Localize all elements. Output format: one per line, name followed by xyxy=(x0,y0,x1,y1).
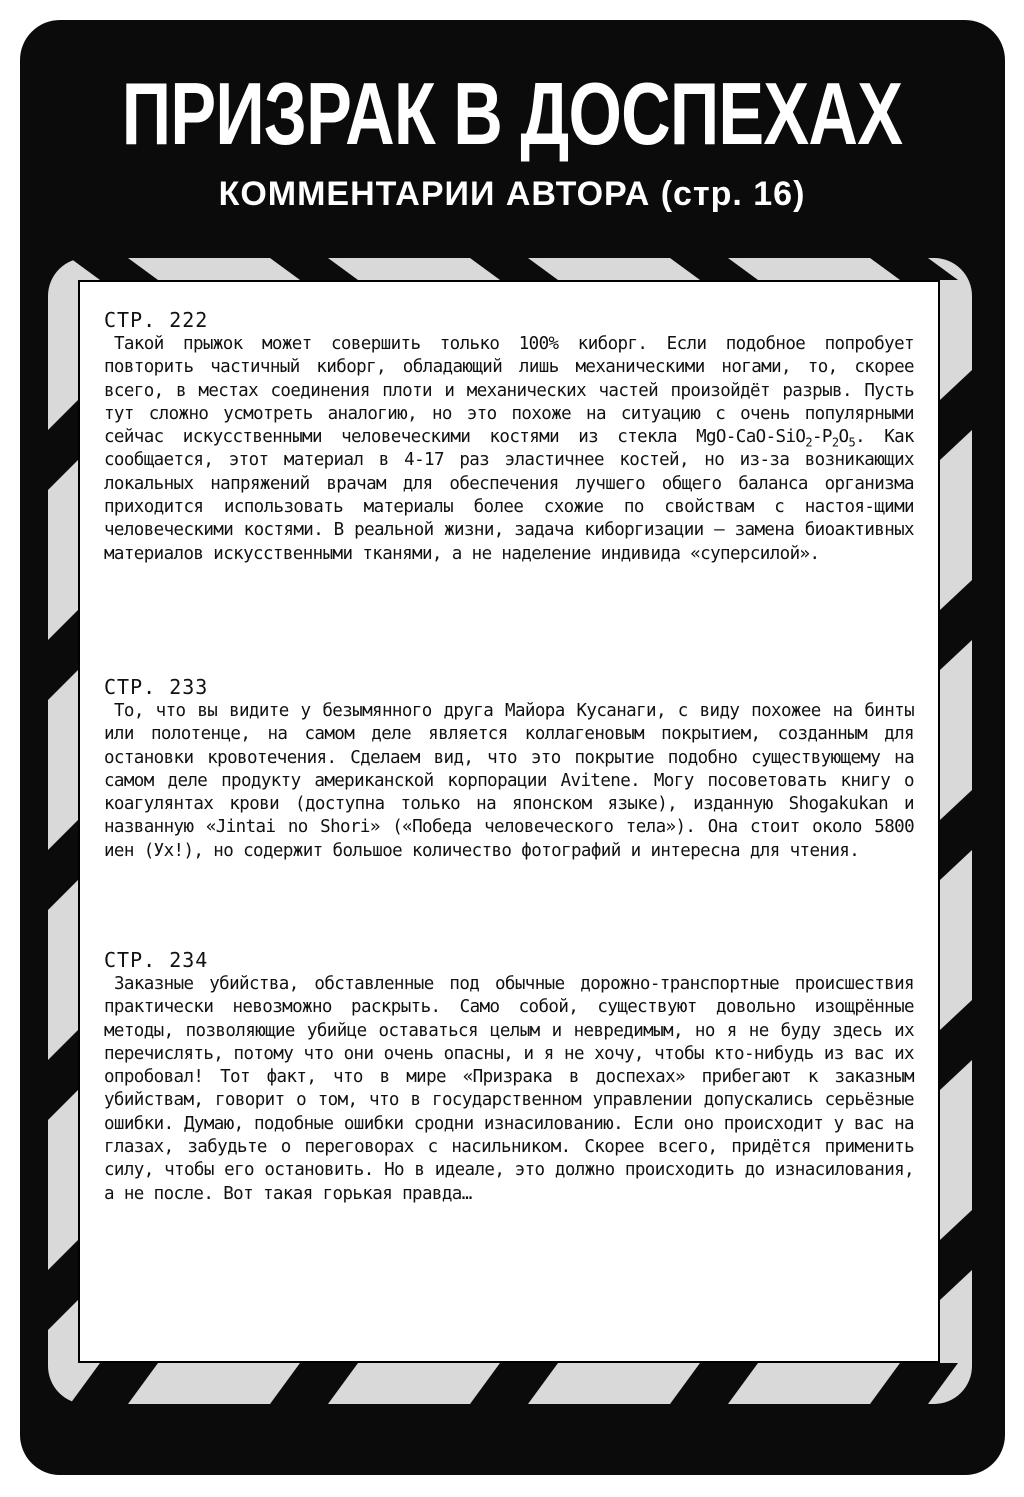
comment-text: Такой прыжок может совершить только 100% киборг. Если подобное попробует повторить частичный киборг, обладающий лишь механическими ногами, то, скорее всего, в местах соединения плоти и механических частей произойдёт разрыв. Пусть тут сложно усмотреть аналогию, но это похоже на ситуацию с очень популярными сейчас искусственными человеческими костями из стекла MgO-$CaO-SiO_2-P_2O_5$. Как сообщается, этот материал в 4-17 раз эластичнее костей, но из-за возникающих локальных напряжений врачам для обеспечения лучшего общего баланса организма приходится использовать материалы более схожие по свойствам с настоя-щими человеческими костями. В реальной жизни, задача киборгизации – замена биоактивных материалов искусственными тканями, а не наделение индивида «суперсилой». xyxy=(104,334,914,564)
comment-heading: СТР. 234 xyxy=(104,948,209,972)
comment-page-234 xyxy=(104,948,914,1206)
page-subtitle: КОММЕНТАРИИ АВТОРА (стр. 16) xyxy=(218,175,806,213)
comment-heading: СТР. 222 xyxy=(104,308,209,332)
comment-page-233 xyxy=(104,675,914,863)
comment-text: Заказные убийства, обставленные под обычные дорожно-транспортные происшествия практически невозможно раскрыть. Само собой, существуют довольно изощрённые методы, позволяющие убийце оставаться целым и невредимым, но я не буду здесь их перечислять, потому что они очень опасны, и я не хочу, чтобы кто-нибудь из вас их опробовал! Тот факт, что в мире «Призрака в доспехах» прибегают к заказным убийствам, говорит о том, что в государственном управлении допускались серьёзные ошибки. Думаю, подобные ошибки сродни изнасилованию. Если оно происходит у вас на глазах, забудьте о переговорах с насильником. Скорее всего, придётся применить силу, чтобы его остановить. Но в идеале, это должно происходить до изнасилования, а не после. Вот такая горькая правда… xyxy=(104,974,914,1204)
comment-page-222 xyxy=(104,308,914,566)
comment-heading: СТР. 233 xyxy=(104,675,209,699)
page-title: ПРИЗРАК В ДОСПЕХАХ xyxy=(121,64,903,163)
comment-text: То, что вы видите у безымянного друга Майора Кусанаги, с виду похожее на бинты или полотенце, на самом деле является коллагеновым покрытием, созданным для остановки кровотечения. Сделаем вид, что это покрытие подобно существующему на самом деле продукту американской корпорации Avitene. Могу посоветовать книгу о коагулянтах крови (доступна только на японском языке), изданную Shogakukan и названную «Jintai no Shori» («Победа человеческого тела»). Она стоит около 5800 иен (Ух!), но содержит большое количество фотографий и интересна для чтения. xyxy=(104,701,914,861)
